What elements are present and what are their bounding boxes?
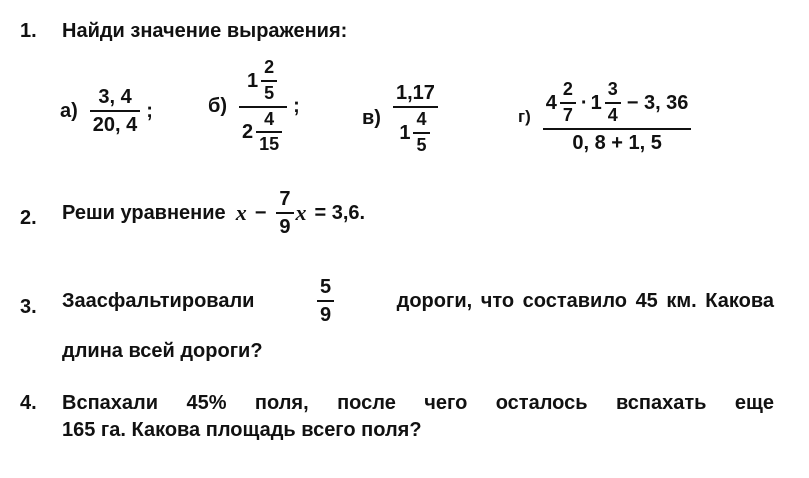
problem-3-frac-numerator: 5 (319, 276, 332, 298)
problem-1-text: Найди значение выражения: (62, 20, 348, 42)
expression-v-fraction (393, 82, 438, 156)
fraction-bar (317, 300, 334, 302)
fraction-bar (413, 132, 429, 134)
expression-b-fraction (239, 58, 287, 155)
expression-g-frac2 (605, 80, 621, 126)
expression-a-semicolon: ; (146, 99, 153, 122)
expression-b-label: б) (208, 95, 228, 118)
expression-v-den-n: 4 (416, 109, 427, 129)
expression-g-n1: 2 (562, 79, 573, 99)
fraction-bar (276, 212, 293, 214)
expression-a (60, 86, 153, 136)
problem-3-number: 3. (20, 296, 37, 318)
variable-x: x (235, 200, 247, 225)
problem-3-frac-denominator: 9 (319, 304, 332, 326)
expression-b-num-whole: 1 (247, 69, 259, 92)
expression-b-denominator (239, 110, 287, 156)
problem-2-text: Реши уравнение (62, 201, 226, 224)
expression-b-semicolon: ; (293, 95, 300, 118)
expression-b-den-d: 15 (259, 134, 280, 155)
problem-3-line-1 (62, 276, 774, 326)
expression-g (518, 80, 693, 154)
equation-rhs: = 3,6. (314, 201, 366, 224)
problem-2-frac-denominator: 9 (279, 216, 291, 238)
expression-a-denominator: 20, 4 (92, 114, 138, 136)
expression-g-d1: 7 (562, 104, 573, 125)
expression-g-rest: − 3, 36 (626, 91, 689, 114)
fraction-bar (393, 106, 438, 108)
expression-v-den-whole: 1 (399, 121, 411, 144)
minus-sign: − (254, 201, 267, 224)
expression-a-numerator: 3, 4 (98, 86, 132, 108)
expression-b-num-fraction (261, 58, 277, 104)
expression-g-w1: 4 (545, 91, 557, 114)
expression-g-w2: 1 (590, 91, 602, 114)
expression-g-denominator: 0, 8 + 1, 5 (572, 131, 662, 154)
problem-4-number: 4. (20, 392, 37, 414)
expression-b-den-n: 4 (264, 108, 275, 129)
problem-1-number: 1. (20, 20, 37, 42)
expression-b-den-fraction (256, 110, 282, 156)
expression-b-den-whole: 2 (242, 121, 254, 144)
expression-a-fraction (90, 86, 140, 136)
expression-g-label: г) (518, 106, 531, 126)
problem-2-fraction (276, 188, 293, 238)
fraction-bar (543, 128, 692, 130)
problem-2-equation (62, 188, 365, 238)
expression-g-frac1 (560, 80, 576, 126)
variable-x-2: x (295, 200, 307, 225)
problem-2-number: 2. (20, 207, 37, 229)
fraction-bar (261, 80, 277, 82)
problem-3-text-2: дороги, что составило 45 км. Какова (396, 289, 774, 312)
expression-a-label: а) (60, 99, 78, 122)
fraction-bar (256, 131, 282, 133)
expression-g-d2: 4 (607, 104, 618, 125)
expression-b-numerator (244, 58, 282, 104)
fraction-bar (605, 102, 621, 104)
expression-b-num-n: 2 (264, 57, 275, 77)
expression-v-den-d: 5 (416, 134, 427, 155)
expression-v-label: в) (362, 107, 381, 130)
fraction-bar (560, 102, 576, 104)
expression-v (362, 82, 440, 156)
problem-4-line-2: 165 га. Какова площадь всего поля? (62, 419, 422, 441)
expression-b-num-d: 5 (264, 82, 275, 103)
expression-g-n2: 3 (607, 79, 618, 99)
expression-v-numerator: 1,17 (395, 82, 435, 104)
expression-v-denominator (396, 110, 434, 156)
expression-g-fraction (543, 80, 692, 154)
expression-g-numerator (543, 80, 692, 126)
fraction-bar (90, 110, 140, 112)
problem-2-frac-numerator: 7 (279, 188, 291, 210)
expression-b (208, 58, 300, 155)
problem-3-text-1: Заасфальтировали (62, 289, 255, 312)
expression-g-dot: · (580, 91, 588, 114)
problem-3-fraction (317, 276, 334, 326)
problem-3-line-2: длина всей дороги? (62, 340, 263, 362)
fraction-bar (239, 106, 287, 108)
problem-4-line-1: Вспахали 45% поля, после чего осталось вспахать еще (62, 392, 774, 414)
expression-v-den-fraction (413, 110, 429, 156)
